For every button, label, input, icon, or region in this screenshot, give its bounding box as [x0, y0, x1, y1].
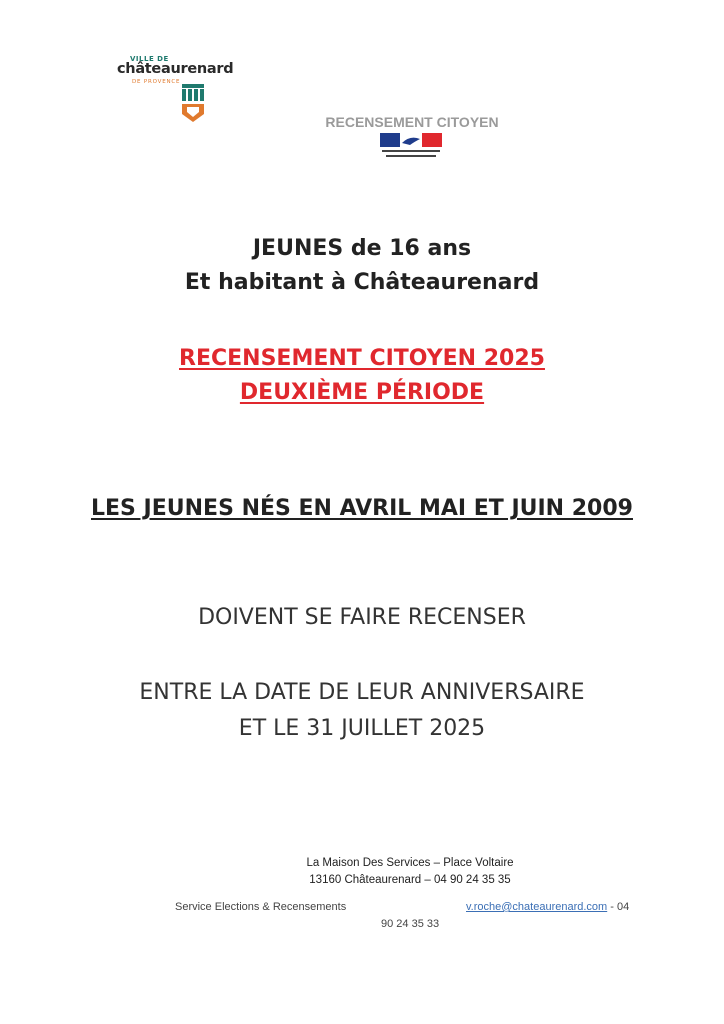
campaign-heading [0, 342, 724, 410]
deadline-line-2: ET LE 31 JUILLET 2025 [238, 716, 486, 741]
phone-number-tail: 90 24 35 33 [381, 918, 440, 930]
audience-line-1: JEUNES de 16 ans [252, 236, 472, 261]
address-line-1: La Maison Des Services – Place Voltaire [306, 857, 514, 869]
campaign-line-2: DEUXIÈME PÉRIODE [239, 380, 485, 405]
deadline-line-1: ENTRE LA DATE DE LEUR ANNIVERSAIRE [139, 680, 585, 705]
service-name: Service Elections & Recensements [175, 901, 347, 913]
campaign-line-1: RECENSEMENT CITOYEN 2025 [179, 346, 545, 371]
email-link[interactable]: v.roche@chateaurenard.com [466, 901, 608, 913]
phone-separator: - 04 [607, 901, 630, 913]
audience-line-2: Et habitant à Châteaurenard [184, 270, 540, 295]
deadline-text [0, 675, 724, 747]
header-title: RECENSEMENT CITOYEN [325, 114, 499, 130]
audience-heading [0, 232, 724, 300]
must-register-text: DOIVENT SE FAIRE RECENSER [198, 605, 526, 630]
logo-ville-de: VILLE DE [130, 55, 169, 63]
born-heading [0, 492, 724, 526]
marianne-republique-francaise-icon [380, 133, 442, 163]
address-line-2: 13160 Châteaurenard – 04 90 24 35 35 [309, 874, 511, 886]
logo-de-provence: DE PROVENCE [132, 79, 181, 85]
city-logo [112, 52, 242, 128]
contact-line [466, 901, 629, 913]
tower-emblem-icon [180, 84, 206, 124]
logo-city-name: châteaurenard [117, 61, 234, 77]
footer-address [250, 855, 570, 889]
born-line: LES JEUNES NÉS EN AVRIL MAI ET JUIN 2009 [91, 496, 633, 521]
